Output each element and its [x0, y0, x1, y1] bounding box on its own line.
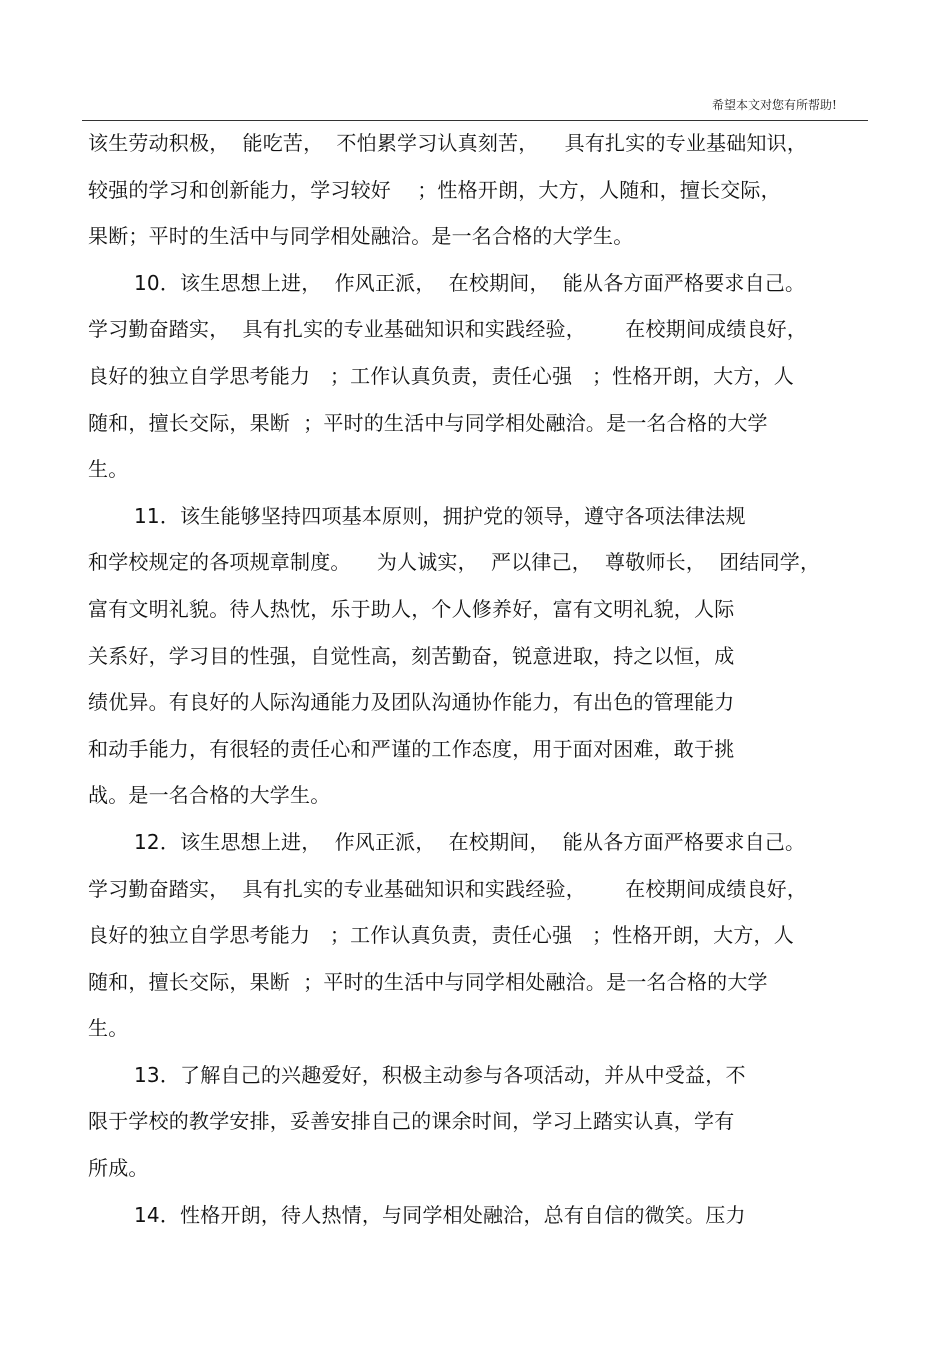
text-line: 富有文明礼貌。待人热忱，乐于助人，个人修养好，富有文明礼貌，人际 — [88, 596, 735, 621]
text-line: 关系好，学习目的性强，自觉性高，刻苦勤奋，锐意进取，持之以恒，成 — [88, 643, 735, 668]
text-line: 12．该生思想上进， 作风正派， 在校期间， 能从各方面严格要求自己。 — [134, 829, 806, 854]
text-line: 14．性格开朗，待人热情，与同学相处融洽，总有自信的微笑。压力 — [134, 1202, 746, 1227]
text-line: 学习勤奋踏实， 具有扎实的专业基础知识和实践经验， 在校期间成绩良好， — [88, 876, 808, 901]
text-line: 所成。 — [88, 1156, 149, 1181]
text-line: 随和，擅长交际，果断 ；平时的生活中与同学相处融洽。是一名合格的大学 — [88, 969, 768, 994]
text-line: 13．了解自己的兴趣爱好，积极主动参与各项活动，并从中受益，不 — [134, 1062, 746, 1087]
text-line: 随和，擅长交际，果断 ；平时的生活中与同学相处融洽。是一名合格的大学 — [88, 410, 768, 435]
text-line: 学习勤奋踏实， 具有扎实的专业基础知识和实践经验， 在校期间成绩良好， — [88, 317, 808, 342]
text-line: 良好的独立自学思考能力 ；工作认真负责，责任心强 ；性格开朗，大方，人 — [88, 923, 794, 948]
text-line: 良好的独立自学思考能力 ；工作认真负责，责任心强 ；性格开朗，大方，人 — [88, 363, 794, 388]
text-line: 果断；平时的生活中与同学相处融洽。是一名合格的大学生。 — [88, 224, 634, 249]
text-line: 限于学校的教学安排，妥善安排自己的课余时间，学习上踏实认真，学有 — [88, 1109, 735, 1134]
text-line: 绩优异。有良好的人际沟通能力及团队沟通协作能力，有出色的管理能力 — [88, 690, 735, 715]
text-line: 和学校规定的各项规章制度。 为人诚实， 严以律己， 尊敬师长， 团结同学， — [88, 550, 821, 575]
text-line: 11．该生能够坚持四项基本原则，拥护党的领导，遵守各项法律法规 — [134, 503, 746, 528]
text-line: 战。是一名合格的大学生。 — [88, 783, 331, 808]
text-line: 10．该生思想上进， 作风正派， 在校期间， 能从各方面严格要求自己。 — [134, 270, 806, 295]
text-line: 较强的学习和创新能力，学习较好 ；性格开朗，大方，人随和，擅长交际， — [88, 177, 781, 202]
header-note: 希望本文对您有所帮助! — [712, 98, 837, 112]
text-line: 生。 — [88, 457, 129, 482]
text-line: 生。 — [88, 1016, 129, 1041]
document-body — [88, 120, 858, 1238]
text-line: 和动手能力，有很轻的责任心和严谨的工作态度，用于面对困难，敢于挑 — [88, 736, 735, 761]
text-line: 该生劳动积极， 能吃苦， 不怕累学习认真刻苦， 具有扎实的专业基础知识， — [88, 131, 808, 155]
